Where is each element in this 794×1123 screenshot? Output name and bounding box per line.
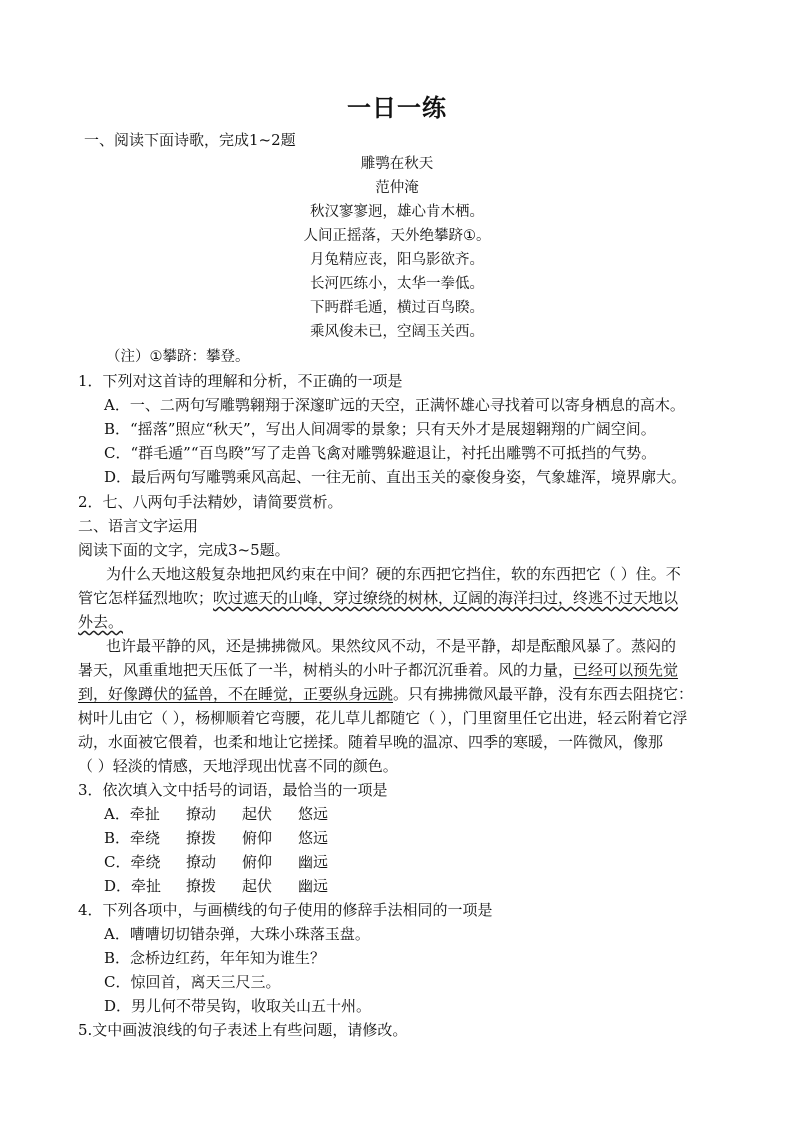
option-word: 俯仰: [242, 829, 273, 847]
passage-p1-line: [78, 586, 678, 610]
poem-line: 月兔精应丧，阳乌影欲齐。: [310, 252, 484, 268]
poem-note: （注）①攀跻：攀登。: [106, 349, 250, 365]
option-word: 幽远: [298, 853, 329, 871]
question-4-stem: 4．下列各项中，与画横线的句子使用的修辞手法相同的一项是: [78, 901, 493, 919]
passage-p2-line: 也许最平静的风，还是拂拂微风。果然纹风不动，不是平静，却是酝酿风暴了。蒸闷的: [106, 637, 677, 655]
question-4-option-b: B．念桥边红药，年年知为谁生？: [104, 949, 326, 967]
poem-author: 范仲淹: [375, 180, 419, 196]
question-1-option-a: A．一、二两句写雕鹗翱翔于深邃旷远的天空，正满怀雄心寻找着可以寄身栖息的高木。: [104, 396, 685, 414]
option-word: C．牵绕: [104, 853, 161, 871]
section1-heading: 一、阅读下面诗歌，完成1~2题: [84, 131, 296, 149]
option-word: 幽远: [298, 877, 329, 895]
passage-p2-line: [78, 658, 678, 682]
question-5: 5.文中画波浪线的句子表述上有些问题，请修改。: [78, 1021, 408, 1039]
poem-line: 下眄群毛遁，横过百鸟睽。: [310, 300, 484, 316]
page-title: 一日一练: [347, 93, 447, 122]
poem-line: 人间正摇落，天外绝攀跻①。: [303, 228, 491, 244]
passage-p2-line: （ ）轻淡的情感，天地浮现出忧喜不同的颜色。: [78, 757, 398, 775]
underlined-sentence: 到，好像蹲伏的猛兽，不在睡觉，正要纵身远跳: [78, 685, 394, 703]
passage-p2-line: [78, 682, 693, 706]
passage-p1-line: [78, 610, 123, 634]
question-3-option-d: [104, 874, 328, 898]
poem-title: 雕鹗在秋天: [360, 156, 434, 172]
wavy-underlined-sentence: 吹过遮天的山峰，穿过缭绕的树林，辽阔的海洋扫过，终逃不过天地以: [213, 589, 679, 607]
option-word: 起伏: [242, 877, 273, 895]
section2-intro: 阅读下面的文字，完成3~5题。: [78, 541, 290, 559]
passage-p2-line: 树叶儿由它（ ），杨柳顺着它弯腰，花儿草儿都随它（ ），门里窗里任它出进，轻云附着它浮: [78, 709, 688, 727]
option-word: 俯仰: [242, 853, 273, 871]
poem-line: 秋汉寥寥迥，雄心肯木栖。: [310, 204, 484, 220]
question-3-option-c: [104, 850, 328, 874]
option-word: 起伏: [242, 805, 273, 823]
question-4-option-a: A．嘈嘈切切错杂弹，大珠小珠落玉盘。: [104, 925, 370, 943]
option-word: 悠远: [298, 829, 329, 847]
question-2: 2．七、八两句手法精妙，请简要赏析。: [78, 493, 343, 511]
poem-line: 乘风俊未已，空阔玉关西。: [310, 324, 484, 340]
option-word: 撩拨: [186, 877, 217, 895]
option-word: 撩拨: [186, 829, 217, 847]
wavy-underlined-sentence: 外去。: [78, 613, 124, 631]
passage-text: 暑天，风重重地把天压低了一半，树梢头的小叶子都沉沉垂着。风的力量，: [78, 661, 574, 679]
section2-heading: 二、语言文字运用: [78, 517, 199, 535]
poem-line: 长河匹练小，太华一拳低。: [310, 276, 484, 292]
option-word: 撩动: [186, 853, 217, 871]
option-word: 撩动: [186, 805, 217, 823]
passage-text: 管它怎样猛烈地吹；: [78, 589, 214, 607]
question-3-option-b: [104, 826, 328, 850]
question-1-option-c: C．“群毛遁”“百鸟睽”写了走兽飞禽对雕鹗躲避退让，衬托出雕鹗不可抵挡的气势。: [104, 444, 657, 462]
passage-text: 。只有拂拂微风最平静，没有东西去阻挠它：: [393, 685, 694, 703]
question-1-stem: 1．下列对这首诗的理解和分析，不正确的一项是: [78, 372, 403, 390]
option-word: D．牵扯: [104, 877, 162, 895]
question-3-option-a: [104, 802, 328, 826]
question-1-option-d: D．最后两句写雕鹗乘风高起、一往无前、直出玉关的豪俊身姿，气象雄浑，境界廓大。: [104, 468, 687, 486]
option-word: B．牵绕: [104, 829, 161, 847]
question-4-option-d: D．男儿何不带吴钩，收取关山五十州。: [104, 997, 372, 1015]
passage-p1-line: 为什么天地这般复杂地把风约束在中间？硬的东西把它挡住，软的东西把它（ ）住。不: [106, 565, 681, 583]
underlined-sentence: 已经可以预先觉: [573, 661, 679, 679]
option-word: 悠远: [298, 805, 329, 823]
question-3-stem: 3．依次填入文中括号的词语，最恰当的一项是: [78, 781, 388, 799]
question-1-option-b: B．“摇落”照应“秋天”，写出人间凋零的景象；只有天外才是展翅翱翔的广阔空间。: [104, 420, 656, 438]
option-word: A．牵扯: [104, 805, 160, 823]
passage-p2-line: 动，水面被它偎着，也柔和地让它搓揉。随着早晚的温凉、四季的寒暖，一阵微风，像那: [78, 733, 664, 751]
question-4-option-c: C．惊回首，离天三尺三。: [104, 973, 281, 991]
